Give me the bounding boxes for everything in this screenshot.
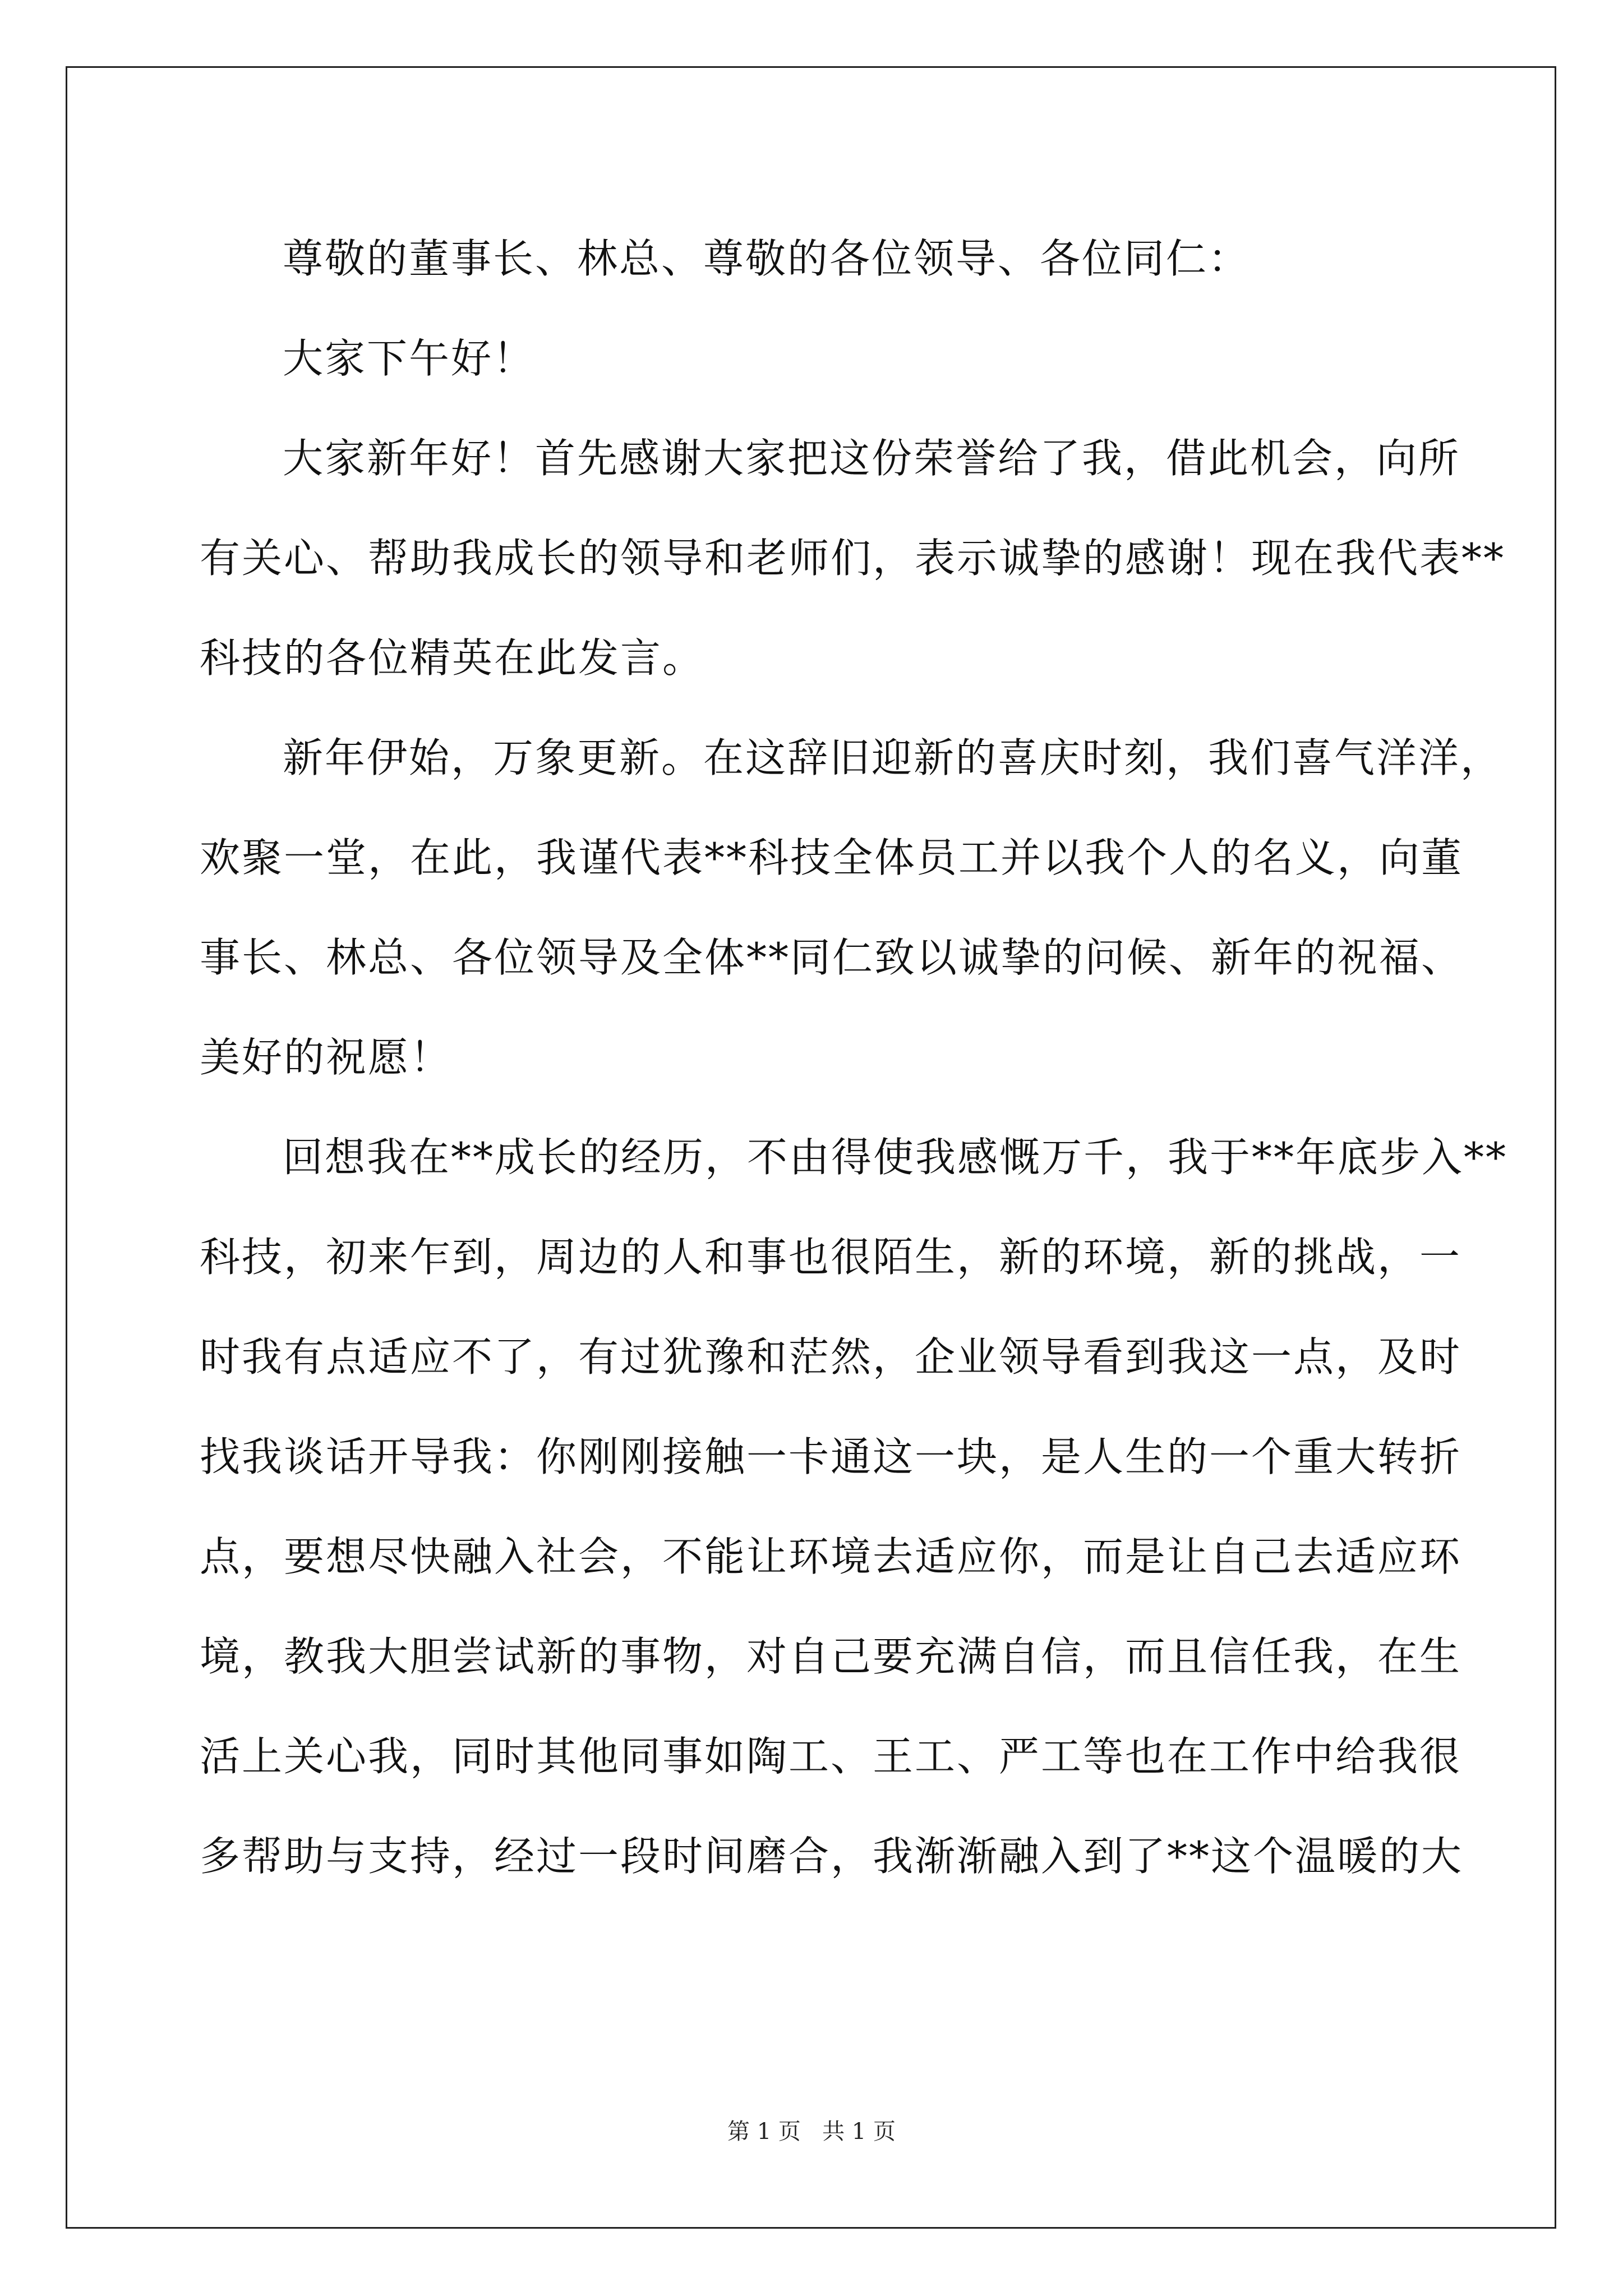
paragraph-line: 有关心、帮助我成长的领导和老师们，表示诚挚的感谢！现在我代表** (200, 535, 1506, 582)
document-body (200, 209, 1508, 1906)
paragraph-line: 境，教我大胆尝试新的事物，对自己要充满自信，而且信任我，在生 (200, 1633, 1462, 1680)
paragraph-line: 事长、林总、各位领导及全体**同仁致以诚挚的问候、新年的祝福、 (200, 934, 1464, 981)
paragraph-line: 科技，初来乍到，周边的人和事也很陌生，新的环境，新的挑战，一 (200, 1234, 1462, 1281)
paragraph-line: 美好的祝愿！ (200, 1034, 453, 1081)
paragraph-line: 时我有点适应不了，有过犹豫和茫然，企业领导看到我这一点，及时 (200, 1333, 1462, 1381)
paragraph-line: 回想我在**成长的经历，不由得使我感慨万千，我于**年底步入** (283, 1134, 1508, 1181)
paragraph-line: 点，要想尽快融入社会，不能让环境去适应你，而是让自己去适应环 (200, 1533, 1462, 1580)
paragraph-line: 活上关心我，同时其他同事如陶工、王工、严工等也在工作中给我很 (200, 1733, 1462, 1780)
greeting-line: 大家下午好！ (283, 335, 536, 382)
paragraph-line: 找我谈话开导我：你刚刚接触一卡通这一块，是人生的一个重大转折 (200, 1433, 1462, 1480)
paragraph-line: 新年伊始，万象更新。在这辞旧迎新的喜庆时刻，我们喜气洋洋， (283, 734, 1503, 781)
paragraph-line: 欢聚一堂，在此，我谨代表**科技全体员工并以我个人的名义，向董 (200, 834, 1464, 881)
page-number-footer: 第 1 页 共 1 页 (727, 2119, 896, 2145)
paragraph-line: 科技的各位精英在此发言。 (200, 634, 705, 682)
paragraph-line: 多帮助与支持，经过一段时间磨合，我渐渐融入到了**这个温暖的大 (200, 1833, 1464, 1880)
salutation-line: 尊敬的董事长、林总、尊敬的各位领导、各位同仁： (283, 235, 1251, 282)
paragraph-line: 大家新年好！首先感谢大家把这份荣誉给了我，借此机会，向所 (283, 435, 1461, 482)
